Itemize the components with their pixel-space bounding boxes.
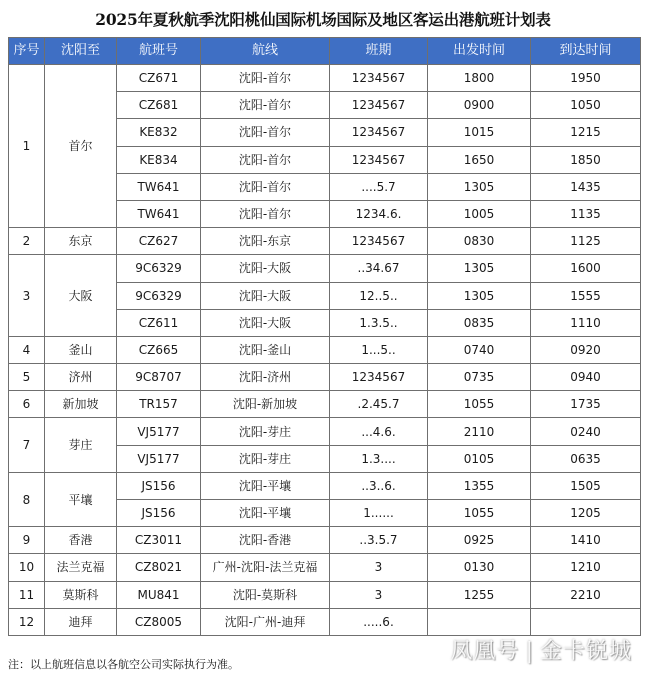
cell-departure-time: 1055 [428, 500, 531, 527]
cell-days: ....5.7 [330, 173, 428, 200]
table-row [9, 608, 641, 635]
header-flight-number: 航班号 [117, 38, 201, 65]
cell-flight-number: TW641 [117, 200, 201, 227]
cell-departure-time: 0105 [428, 445, 531, 472]
cell-seq: 11 [9, 581, 45, 608]
cell-days: 1234567 [330, 92, 428, 119]
cell-flight-number: 9C6329 [117, 255, 201, 282]
cell-route: 沈阳-大阪 [201, 255, 330, 282]
cell-arrival-time: 1050 [531, 92, 641, 119]
header-days: 班期 [330, 38, 428, 65]
cell-flight-number: CZ627 [117, 228, 201, 255]
cell-arrival-time: 1735 [531, 391, 641, 418]
cell-seq: 4 [9, 336, 45, 363]
cell-arrival-time: 0240 [531, 418, 641, 445]
cell-arrival-time: 1555 [531, 282, 641, 309]
cell-departure-time: 0735 [428, 364, 531, 391]
cell-arrival-time: 1110 [531, 309, 641, 336]
cell-route: 广州-沈阳-法兰克福 [201, 554, 330, 581]
cell-seq: 5 [9, 364, 45, 391]
cell-seq: 10 [9, 554, 45, 581]
cell-departure-time: 0900 [428, 92, 531, 119]
cell-route: 沈阳-新加坡 [201, 391, 330, 418]
cell-route: 沈阳-首尔 [201, 173, 330, 200]
cell-destination: 法兰克福 [45, 554, 117, 581]
cell-arrival-time [531, 608, 641, 635]
cell-departure-time: 1255 [428, 581, 531, 608]
cell-arrival-time: 1205 [531, 500, 641, 527]
cell-departure-time: 0835 [428, 309, 531, 336]
cell-seq: 7 [9, 418, 45, 472]
table-row [9, 472, 641, 499]
table-row [9, 336, 641, 363]
cell-destination: 首尔 [45, 65, 117, 228]
table-row [9, 554, 641, 581]
cell-departure-time: 0740 [428, 336, 531, 363]
cell-days: ..34.67 [330, 255, 428, 282]
cell-seq: 12 [9, 608, 45, 635]
cell-arrival-time: 1410 [531, 527, 641, 554]
cell-days: ...4.6. [330, 418, 428, 445]
cell-days: 1.3.... [330, 445, 428, 472]
cell-departure-time: 1800 [428, 65, 531, 92]
cell-route: 沈阳-首尔 [201, 200, 330, 227]
header-departure-time: 出发时间 [428, 38, 531, 65]
cell-days: 1234567 [330, 364, 428, 391]
cell-destination: 大阪 [45, 255, 117, 337]
cell-seq: 8 [9, 472, 45, 526]
table-row [9, 364, 641, 391]
cell-arrival-time: 1600 [531, 255, 641, 282]
cell-days: .....6. [330, 608, 428, 635]
cell-days: .2.45.7 [330, 391, 428, 418]
cell-departure-time: 1650 [428, 146, 531, 173]
cell-flight-number: 9C6329 [117, 282, 201, 309]
cell-departure-time: 1005 [428, 200, 531, 227]
cell-flight-number: VJ5177 [117, 445, 201, 472]
cell-arrival-time: 2210 [531, 581, 641, 608]
table-row [9, 391, 641, 418]
cell-destination: 芽庄 [45, 418, 117, 472]
footnote: 注：以上航班信息以各航空公司实际执行为准。 [8, 658, 239, 671]
cell-route: 沈阳-平壤 [201, 500, 330, 527]
cell-flight-number: CZ8021 [117, 554, 201, 581]
cell-departure-time: 2110 [428, 418, 531, 445]
cell-days: 1...... [330, 500, 428, 527]
cell-flight-number: JS156 [117, 472, 201, 499]
header-route: 航线 [201, 38, 330, 65]
cell-arrival-time: 1435 [531, 173, 641, 200]
header-destination: 沈阳至 [45, 38, 117, 65]
cell-destination: 莫斯科 [45, 581, 117, 608]
table-row [9, 228, 641, 255]
table-header-row [9, 38, 641, 65]
cell-flight-number: CZ665 [117, 336, 201, 363]
cell-days: 1234567 [330, 119, 428, 146]
cell-arrival-time: 0635 [531, 445, 641, 472]
watermark [451, 634, 632, 665]
cell-route: 沈阳-大阪 [201, 309, 330, 336]
cell-route: 沈阳-首尔 [201, 119, 330, 146]
table-row [9, 527, 641, 554]
cell-flight-number: KE834 [117, 146, 201, 173]
cell-route: 沈阳-香港 [201, 527, 330, 554]
header-arrival-time: 到达时间 [531, 38, 641, 65]
table-row [9, 65, 641, 92]
cell-seq: 6 [9, 391, 45, 418]
cell-days: 1234567 [330, 146, 428, 173]
cell-departure-time: 1305 [428, 255, 531, 282]
table-body [9, 65, 641, 636]
cell-route: 沈阳-东京 [201, 228, 330, 255]
cell-flight-number: KE832 [117, 119, 201, 146]
cell-flight-number: TW641 [117, 173, 201, 200]
cell-seq: 2 [9, 228, 45, 255]
watermark-account: 金卡锐城 [539, 639, 632, 664]
cell-arrival-time: 1210 [531, 554, 641, 581]
cell-departure-time: 1355 [428, 472, 531, 499]
cell-days: 1234.6. [330, 200, 428, 227]
cell-days: 1234567 [330, 228, 428, 255]
cell-flight-number: 9C8707 [117, 364, 201, 391]
header-seq: 序号 [9, 38, 45, 65]
cell-destination: 迪拜 [45, 608, 117, 635]
cell-arrival-time: 1135 [531, 200, 641, 227]
cell-arrival-time: 0920 [531, 336, 641, 363]
cell-days: ..3.5.7 [330, 527, 428, 554]
cell-flight-number: MU841 [117, 581, 201, 608]
watermark-brand: 凤凰号 [450, 639, 520, 664]
cell-route: 沈阳-芽庄 [201, 445, 330, 472]
cell-route: 沈阳-大阪 [201, 282, 330, 309]
cell-arrival-time: 1850 [531, 146, 641, 173]
cell-days: 12..5.. [330, 282, 428, 309]
cell-flight-number: TR157 [117, 391, 201, 418]
cell-days: 3 [330, 554, 428, 581]
flight-schedule-table [8, 37, 641, 636]
cell-departure-time: 1305 [428, 173, 531, 200]
cell-destination: 釜山 [45, 336, 117, 363]
cell-route: 沈阳-广州-迪拜 [201, 608, 330, 635]
cell-destination: 新加坡 [45, 391, 117, 418]
cell-departure-time: 1305 [428, 282, 531, 309]
cell-departure-time [428, 608, 531, 635]
cell-seq: 9 [9, 527, 45, 554]
cell-flight-number: CZ8005 [117, 608, 201, 635]
cell-arrival-time: 1505 [531, 472, 641, 499]
cell-seq: 1 [9, 65, 45, 228]
cell-days: ..3..6. [330, 472, 428, 499]
cell-route: 沈阳-莫斯科 [201, 581, 330, 608]
cell-arrival-time: 0940 [531, 364, 641, 391]
cell-flight-number: CZ611 [117, 309, 201, 336]
cell-arrival-time: 1125 [531, 228, 641, 255]
cell-flight-number: VJ5177 [117, 418, 201, 445]
cell-destination: 济州 [45, 364, 117, 391]
table-row [9, 255, 641, 282]
cell-flight-number: CZ671 [117, 65, 201, 92]
watermark-separator: | [525, 639, 534, 664]
table-row [9, 581, 641, 608]
cell-route: 沈阳-芽庄 [201, 418, 330, 445]
cell-route: 沈阳-首尔 [201, 146, 330, 173]
cell-seq: 3 [9, 255, 45, 337]
cell-departure-time: 0130 [428, 554, 531, 581]
cell-route: 沈阳-首尔 [201, 65, 330, 92]
cell-flight-number: CZ681 [117, 92, 201, 119]
table-row [9, 418, 641, 445]
cell-days: 1.3.5.. [330, 309, 428, 336]
cell-departure-time: 1015 [428, 119, 531, 146]
cell-route: 沈阳-平壤 [201, 472, 330, 499]
cell-destination: 东京 [45, 228, 117, 255]
cell-destination: 香港 [45, 527, 117, 554]
cell-route: 沈阳-首尔 [201, 92, 330, 119]
cell-days: 1234567 [330, 65, 428, 92]
cell-flight-number: JS156 [117, 500, 201, 527]
cell-arrival-time: 1950 [531, 65, 641, 92]
cell-route: 沈阳-釜山 [201, 336, 330, 363]
cell-departure-time: 0925 [428, 527, 531, 554]
cell-departure-time: 1055 [428, 391, 531, 418]
cell-days: 1...5.. [330, 336, 428, 363]
cell-destination: 平壤 [45, 472, 117, 526]
cell-flight-number: CZ3011 [117, 527, 201, 554]
page-title: 2025年夏秋航季沈阳桃仙国际机场国际及地区客运出港航班计划表 [95, 10, 551, 29]
cell-arrival-time: 1215 [531, 119, 641, 146]
cell-departure-time: 0830 [428, 228, 531, 255]
cell-route: 沈阳-济州 [201, 364, 330, 391]
cell-days: 3 [330, 581, 428, 608]
